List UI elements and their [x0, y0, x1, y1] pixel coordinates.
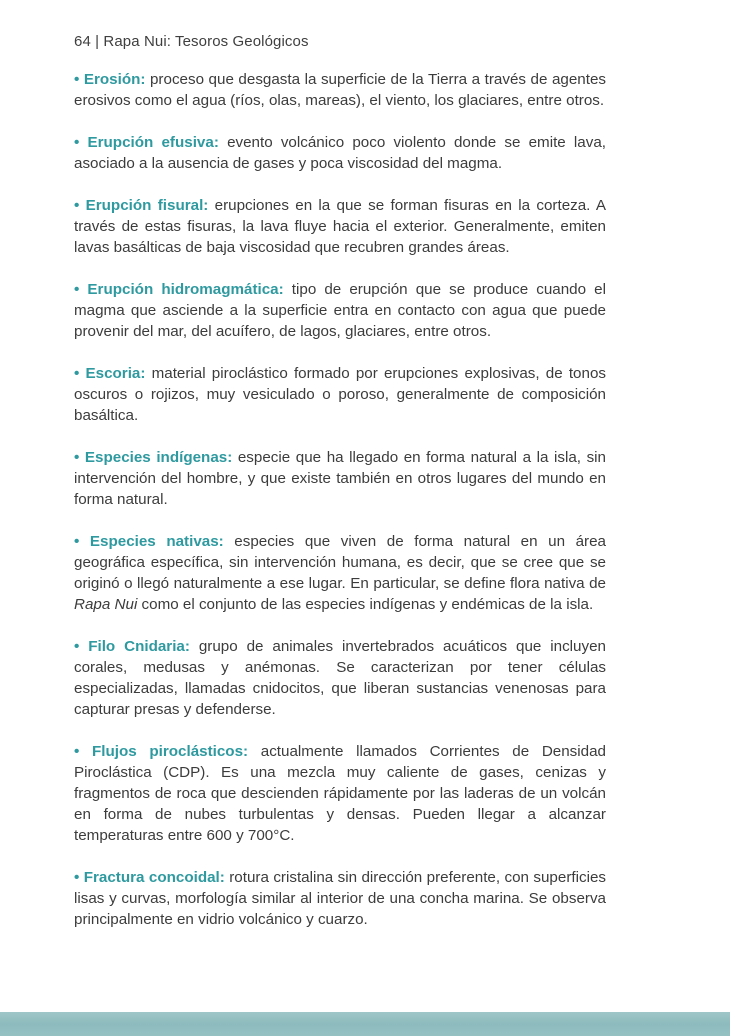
glossary-entry-erupcion-hidromagmatica [74, 279, 606, 342]
glossary-entry-flujos-piroclasticos [74, 741, 606, 846]
glossary-term: • Erupción hidromagmática: [74, 281, 284, 298]
glossary-term: • Fractura concoidal: [74, 869, 225, 886]
glossary-list [74, 69, 606, 951]
glossary-definition: actualmente llamados Corrientes de Densidad Piroclástica (CDP). Es una mezcla muy caliente de gases, cenizas y fragmentos de roca que descienden rápidamente por las laderas de un volcán en forma de nubes turbulentas y densas. Pueden llegar a alcanzar temperaturas entre 600 y 700°C. [74, 743, 606, 844]
glossary-entry-escoria [74, 363, 606, 426]
glossary-term: • Especies indígenas: [74, 449, 233, 466]
glossary-definition: rotura cristalina sin dirección preferente, con superficies lisas y curvas, morfología similar al interior de una concha marina. Se observa principalmente en vidrio volcánico y cuarzo. [74, 869, 606, 928]
footer-band [0, 1012, 730, 1036]
glossary-term: • Erosión: [74, 71, 146, 88]
glossary-definition: evento volcánico poco violento donde se emite lava, asociado a la ausencia de gases y poca viscosidad del magma. [74, 134, 606, 172]
glossary-definition: proceso que desgasta la superficie de la Tierra a través de agentes erosivos como el agua (ríos, olas, mareas), el viento, los glaciares, entre otros. [74, 71, 606, 109]
glossary-definition-continued: como el conjunto de las especies indígenas y endémicas de la isla. [137, 596, 594, 613]
glossary-entry-erosion [74, 69, 606, 111]
glossary-entry-fractura-concoidal [74, 867, 606, 930]
page-header [74, 33, 309, 50]
glossary-term: • Especies nativas: [74, 533, 224, 550]
glossary-entry-especies-nativas [74, 531, 606, 615]
glossary-term: • Erupción efusiva: [74, 134, 219, 151]
italic-place-name: Rapa Nui [74, 596, 138, 613]
glossary-term: • Erupción fisural: [74, 197, 209, 214]
glossary-definition: especies que viven de forma natural en un área geográfica específica, sin intervención humana, es decir, que se cree que se originó o llegó naturalmente a ese lugar. En particular, se define flora nativa de [74, 533, 606, 592]
glossary-definition: grupo de animales invertebrados acuáticos que incluyen corales, medusas y anémonas. Se caracterizan por tener células especializadas, llamadas cnidocitos, que liberan sustancias venenosas para capturar presas y defenderse. [74, 638, 606, 718]
glossary-definition: material piroclástico formado por erupciones explosivas, de tonos oscuros o rojizos, muy vesiculado o poroso, generalmente de composición basáltica. [74, 365, 606, 424]
glossary-term: • Flujos piroclásticos: [74, 743, 249, 760]
glossary-term: • Filo Cnidaria: [74, 638, 190, 655]
glossary-entry-filo-cnidaria [74, 636, 606, 720]
glossary-definition: tipo de erupción que se produce cuando el magma que asciende a la superficie entra en contacto con agua que puede provenir del mar, del acuífero, de lagos, glaciares, entre otros. [74, 281, 606, 340]
glossary-entry-erupcion-efusiva [74, 132, 606, 174]
glossary-definition: especie que ha llegado en forma natural a la isla, sin intervención del hombre, y que existe también en otros lugares del mundo en forma natural. [74, 449, 607, 508]
glossary-entry-erupcion-fisural [74, 195, 606, 258]
page-title: 64 | Rapa Nui: Tesoros Geológicos [74, 33, 309, 50]
glossary-term: • Escoria: [74, 365, 146, 382]
glossary-definition: erupciones en la que se forman fisuras en la corteza. A través de estas fisuras, la lava fluye hacia el exterior. Generalmente, emiten lavas basálticas de baja viscosidad que recubren grandes áreas. [74, 197, 606, 256]
glossary-entry-especies-indigenas [74, 447, 606, 510]
